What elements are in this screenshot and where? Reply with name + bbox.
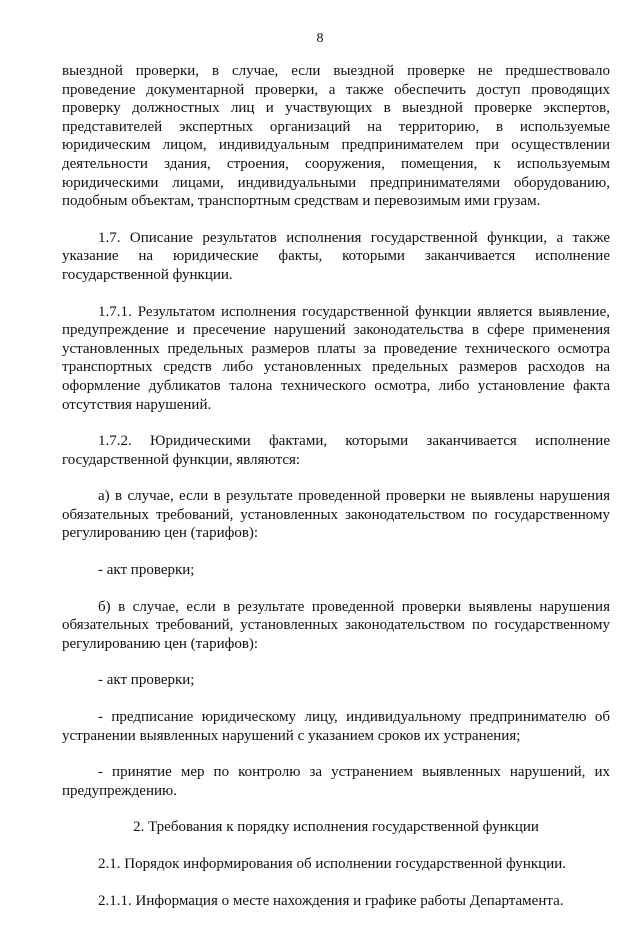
section-2-heading: 2. Требования к порядку исполнения государственной функции <box>133 819 539 836</box>
paragraph-1-7-2: 1.7.2. Юридическими фактами, которыми заканчивается исполнение государственной функции, являются: <box>62 433 610 468</box>
paragraph-item-b-measures: - принятие мер по контролю за устранением выявленных нарушений, их предупреждению. <box>62 764 610 799</box>
paragraph-continuation: выездной проверки, в случае, если выездной проверке не предшествовало проведение документарной проверки, а также обеспечить доступ проводящих проверку должностных лиц и участвующих в выездной проверке экспертов, представителей экспертных организаций на территорию, в используемые юридическим лицом, индивидуальным предпринимателем при осуществлении деятельности здания, строения, сооружения, помещения, к используемым юридическими лицами, индивидуальными предпринимателями оборудованию, подобным объектам, транспортным средствам и перевозимым ими грузам. <box>62 63 610 210</box>
paragraph-2-1: 2.1. Порядок информирования об исполнении государственной функции. <box>98 856 567 872</box>
paragraph-1-7: 1.7. Описание результатов исполнения государственной функции, а также указание на юридические факты, которыми заканчивается исполнение государственной функции. <box>62 229 610 283</box>
paragraph-item-a: а) в случае, если в результате проведенной проверки не выявлены нарушения обязательных требований, установленных законодательством по государственному регулированию цен (тарифов): <box>62 488 610 542</box>
paragraph-item-b-order: - предписание юридическому лицу, индивидуальному предпринимателю об устранении выявленных нарушений с указанием сроков их устранения; <box>62 709 610 744</box>
paragraph-2-1-1: 2.1.1. Информация о месте нахождения и графике работы Департамента. <box>98 892 564 909</box>
paragraph-item-b: б) в случае, если в результате проведенной проверки выявлены нарушения обязательных требований, установленных законодательством по государственному регулированию цен (тарифов): <box>62 598 610 652</box>
page-number: 8 <box>316 31 324 46</box>
paragraph-item-a-act: - акт проверки; <box>98 562 195 579</box>
paragraph-item-b-act: - акт проверки; <box>98 672 195 689</box>
document-body <box>62 62 610 928</box>
paragraph-1-7-1: 1.7.1. Результатом исполнения государственной функции является выявление, предупреждение и пресечение нарушений законодательства в сфере применения установленных предельных размеров платы за проведение технического осмотра транспортных средств либо установленных предельных размеров расходов на оформление дубликатов талона технического осмотра, либо установление факта отсутствия нарушений. <box>62 303 610 413</box>
